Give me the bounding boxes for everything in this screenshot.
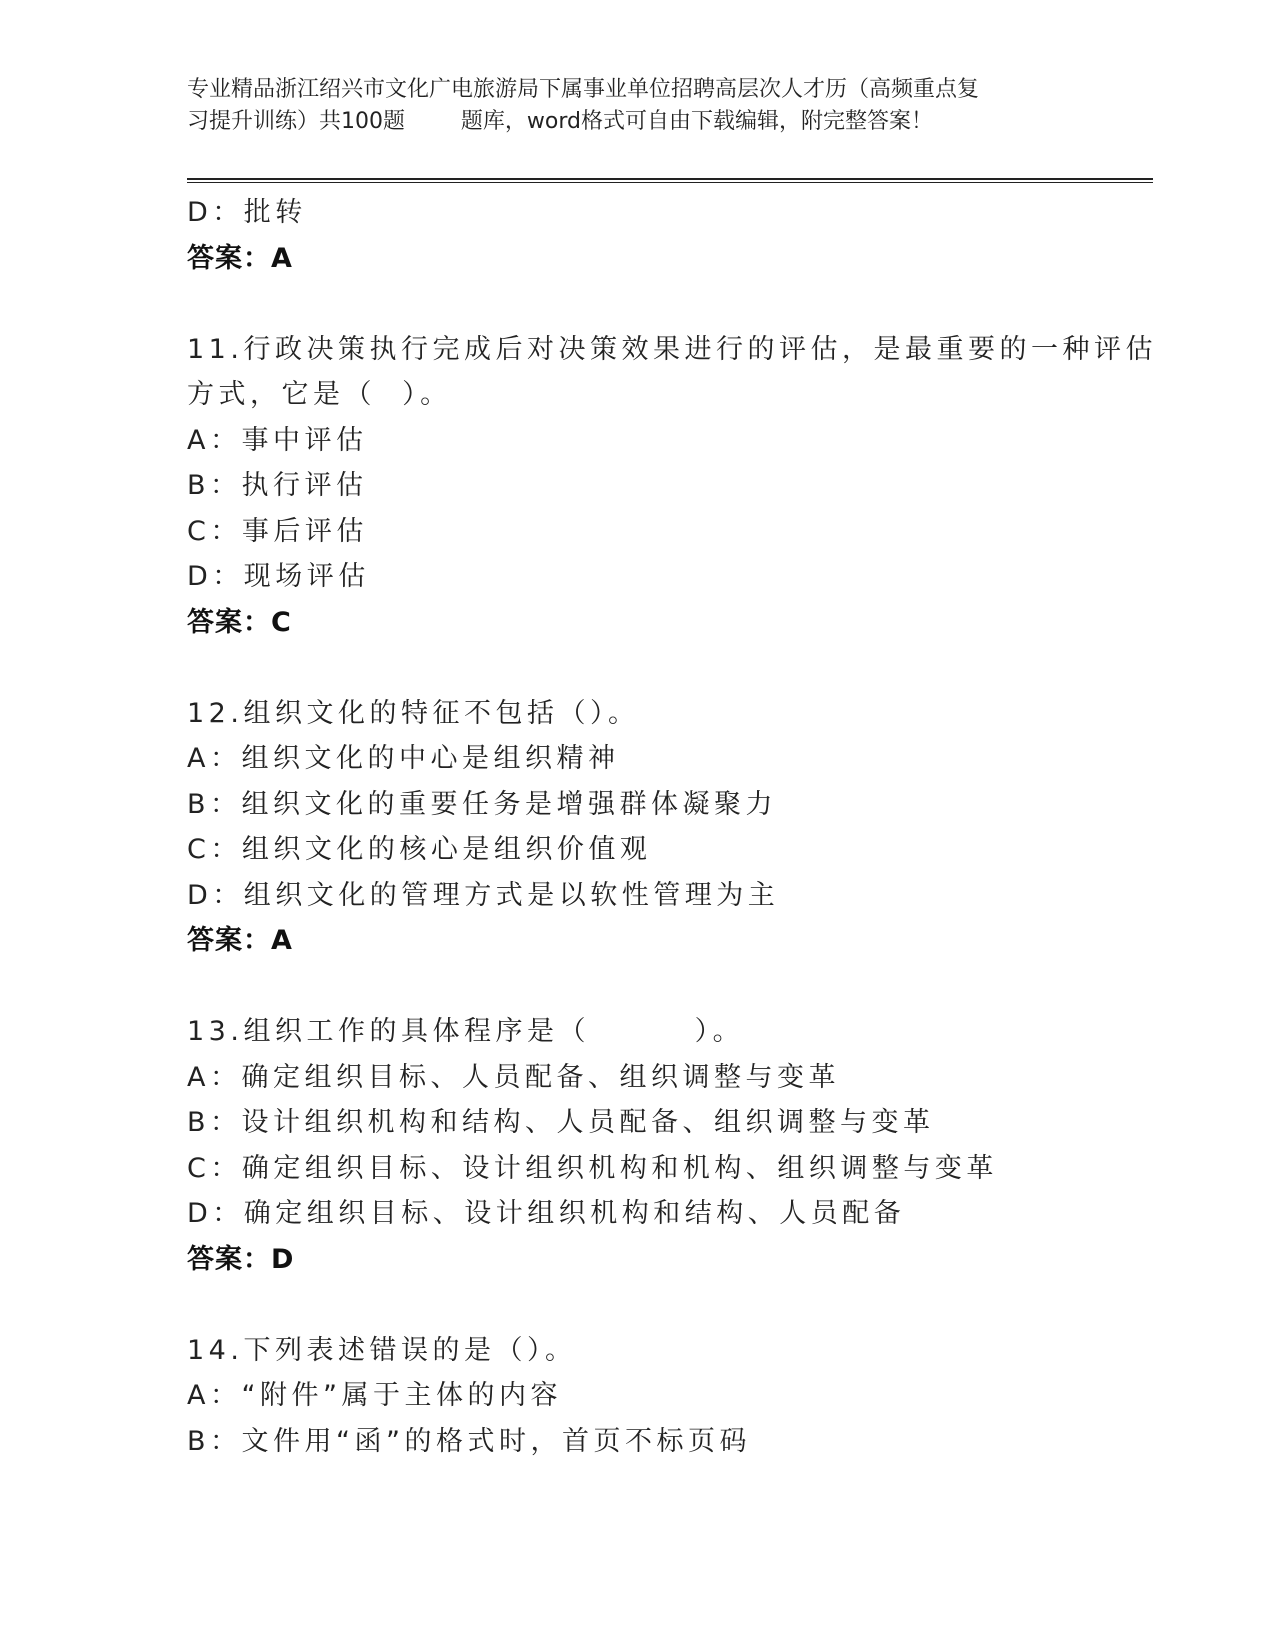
option-a: A：确定组织目标、人员配备、组织调整与变革 bbox=[187, 1061, 840, 1093]
option-c: C：确定组织目标、设计组织机构和机构、组织调整与变革 bbox=[187, 1152, 998, 1184]
option-b: B：组织文化的重要任务是增强群体凝聚力 bbox=[187, 788, 778, 820]
page-header bbox=[187, 74, 1087, 138]
option-d: D：组织文化的管理方式是以软性管理为主 bbox=[187, 879, 780, 911]
answer-line: 答案：D bbox=[187, 1243, 295, 1275]
header-rule bbox=[187, 178, 1153, 180]
option-d: D：确定组织目标、设计组织机构和结构、人员配备 bbox=[187, 1198, 906, 1229]
question-block-12 bbox=[187, 691, 1087, 964]
question-text: 14.下列表述错误的是（）。 bbox=[187, 1334, 577, 1366]
question-text: 13.组织工作的具体程序是（ ）。 bbox=[187, 1016, 745, 1047]
spacer bbox=[187, 964, 1087, 1010]
spacer bbox=[187, 1282, 1087, 1328]
option-b: B：文件用“函”的格式时，首页不标页码 bbox=[187, 1425, 751, 1457]
question-block-13 bbox=[187, 1009, 1087, 1282]
question-text-cont: 方式，它是（ ）。 bbox=[187, 379, 452, 410]
header-rule-thin bbox=[187, 182, 1153, 183]
option-a: A：组织文化的中心是组织精神 bbox=[187, 743, 620, 774]
option-c: C：组织文化的核心是组织价值观 bbox=[187, 834, 652, 865]
spacer bbox=[187, 645, 1087, 691]
question-block-14 bbox=[187, 1328, 1087, 1465]
header-line-2: 习提升训练）共100题 题库，word格式可自由下载编辑，附完整答案！ bbox=[187, 109, 934, 134]
question-text: 12.组织文化的特征不包括（）。 bbox=[187, 697, 640, 729]
header-line-1: 专业精品浙江绍兴市文化广电旅游局下属事业单位招聘高层次人才历（高频重点复 bbox=[187, 77, 980, 102]
question-list bbox=[187, 190, 1157, 1464]
question-block-11 bbox=[187, 327, 1157, 646]
answer-line: 答案：C bbox=[187, 606, 292, 638]
question-text: 11.行政决策执行完成后对决策效果进行的评估，是最重要的一种评估 bbox=[187, 333, 1157, 365]
option-a: A：事中评估 bbox=[187, 424, 368, 456]
answer-line: 答案：A bbox=[187, 925, 293, 956]
option-b: B：执行评估 bbox=[187, 470, 368, 501]
option-d: D：批转 bbox=[187, 197, 307, 228]
option-b: B：设计组织机构和结构、人员配备、组织调整与变革 bbox=[187, 1107, 935, 1138]
question-block-10 bbox=[187, 190, 1087, 281]
answer-line: 答案：A bbox=[187, 242, 293, 274]
option-d: D：现场评估 bbox=[187, 561, 370, 592]
option-a: A：“附件”属于主体的内容 bbox=[187, 1380, 562, 1411]
spacer bbox=[187, 281, 1087, 327]
option-c: C：事后评估 bbox=[187, 515, 368, 547]
